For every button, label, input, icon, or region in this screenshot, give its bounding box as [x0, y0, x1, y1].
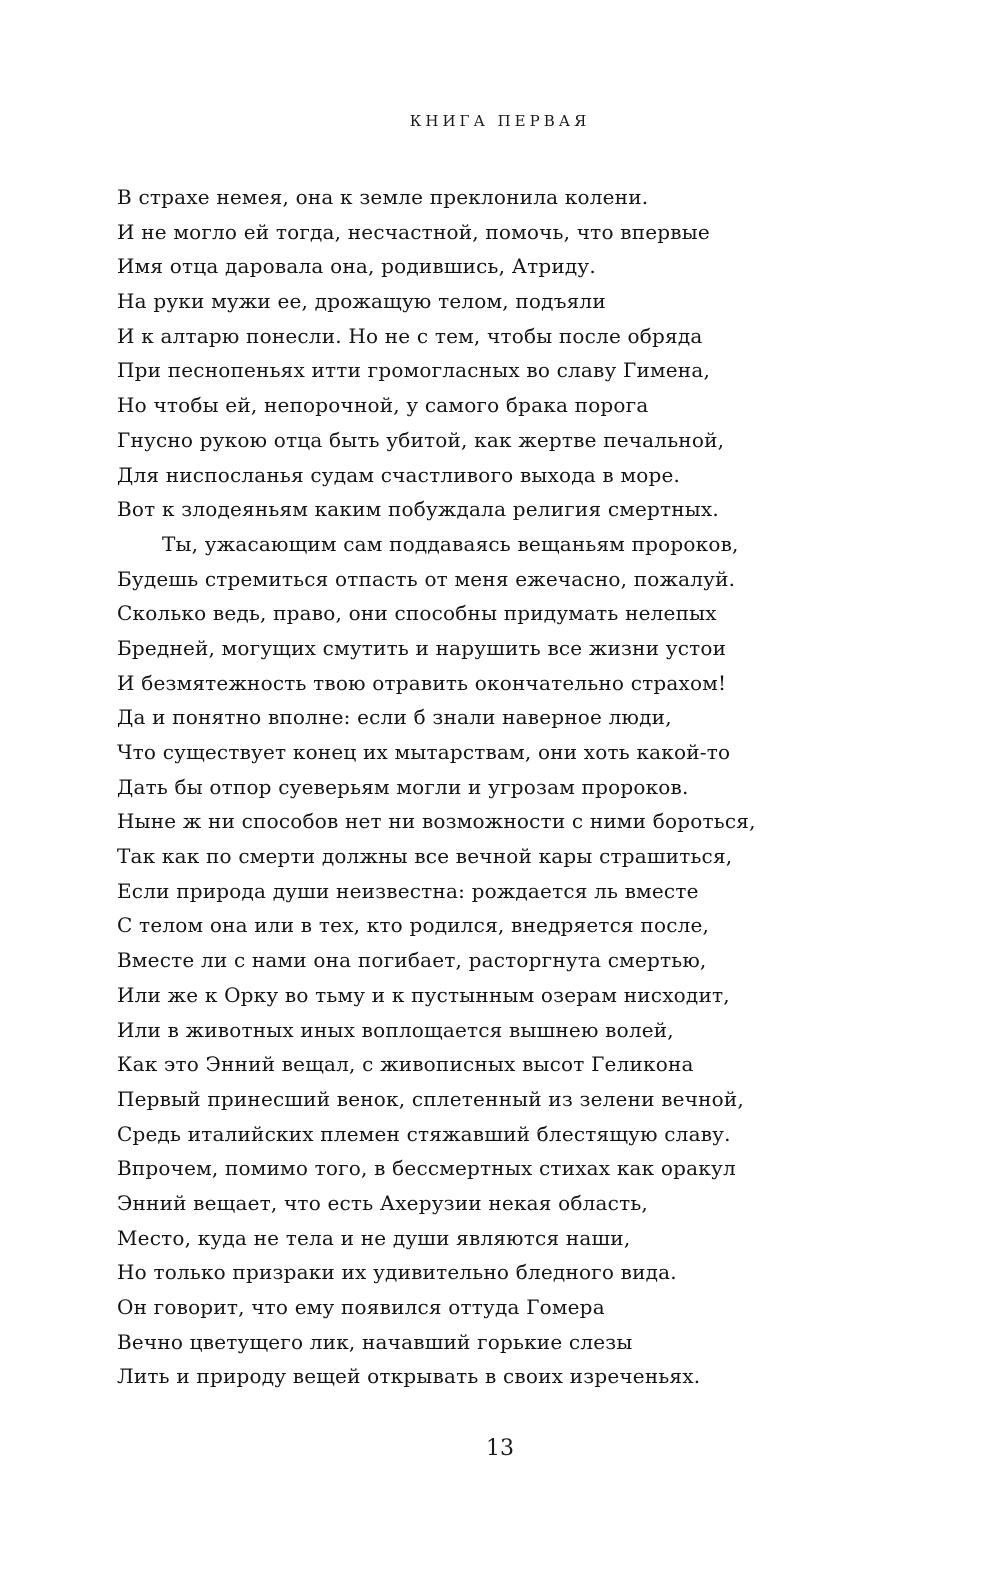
verse-line: Но только призраки их удивительно бледного вида. [117, 1260, 677, 1285]
verse-line: Как это Энний вещал, с живописных высот Геликона [117, 1052, 694, 1077]
verse-text [117, 180, 817, 1394]
verse-line: В страхе немея, она к земле преклонила колени. [117, 185, 649, 209]
verse-line: Вот к злодеяньям каким побуждала религия смертных. [117, 497, 719, 522]
verse-line: При песнопеньях итти громогласных во славу Гимена, [117, 358, 711, 383]
verse-line: Имя отца даровала она, родившись, Атриду. [117, 254, 596, 279]
verse-line: Средь италийских племен стяжавший блестящую славу. [117, 1121, 731, 1146]
verse-line: Ныне ж ни способов нет ни возможности с ними бороться, [117, 809, 756, 834]
page-number: 13 [486, 1436, 514, 1461]
verse-line: Гнусно рукою отца быть убитой, как жертве печальной, [117, 427, 725, 452]
verse-line: С телом она или в тех, кто родился, внедряется после, [117, 913, 710, 938]
verse-line: Вечно цветущего лик, начавший горькие слезы [117, 1329, 633, 1354]
verse-line: Дать бы отпор суеверьям могли и угрозам пророков. [117, 774, 689, 799]
verse-line: Для ниспосланья судам счастливого выхода в море. [117, 462, 681, 487]
verse-line-paragraph-start: Ты, ужасающим сам поддаваясь вещаньям пророков, [162, 531, 739, 556]
verse-line: Да и понятно вполне: если б знали наверное люди, [117, 705, 672, 730]
verse-line: Но чтобы ей, непорочной, у самого брака порога [117, 393, 649, 418]
verse-line: Будешь стремиться отпасть от меня ежечасно, пожалуй. [117, 566, 736, 591]
verse-line: Вместе ли с нами она погибает, расторгнута смертью, [117, 948, 707, 973]
verse-line: Или же к Орку во тьму и к пустынным озерам нисходит, [117, 982, 730, 1007]
verse-line: Бредней, могущих смутить и нарушить все жизни устои [117, 635, 727, 660]
verse-line: Он говорит, что ему появился оттуда Гомера [117, 1295, 605, 1319]
verse-line: Впрочем, помимо того, в бессмертных стихах как оракул [117, 1156, 736, 1181]
verse-line: Так как по смерти должны все вечной кары страшиться, [117, 844, 733, 869]
verse-line: Что существует конец их мытарствам, они хоть какой-то [117, 740, 731, 764]
verse-line: Если природа души неизвестна: рождается ль вместе [117, 878, 699, 903]
verse-line: И к алтарю понесли. Но не с тем, чтобы после обряда [117, 323, 703, 348]
verse-line: Сколько ведь, право, они способны придумать нелепых [117, 601, 717, 626]
verse-line: Энний вещает, что есть Ахерузии некая область, [117, 1190, 648, 1215]
verse-line: И не могло ей тогда, несчастной, помочь, что впервые [117, 219, 710, 244]
verse-line: Лить и природу вещей открывать в своих изреченьях. [117, 1364, 701, 1389]
verse-line: И безмятежность твою отравить окончательно страхом! [117, 670, 727, 695]
verse-line: Первый принесший венок, сплетенный из зелени вечной, [117, 1086, 744, 1111]
running-head: КНИГА ПЕРВАЯ [409, 112, 591, 130]
verse-line: На руки мужи ее, дрожащую телом, подъяли [117, 289, 606, 314]
verse-line: Место, куда не тела и не души являются наши, [117, 1225, 631, 1250]
verse-line: Или в животных иных воплощается вышнею волей, [117, 1017, 674, 1042]
